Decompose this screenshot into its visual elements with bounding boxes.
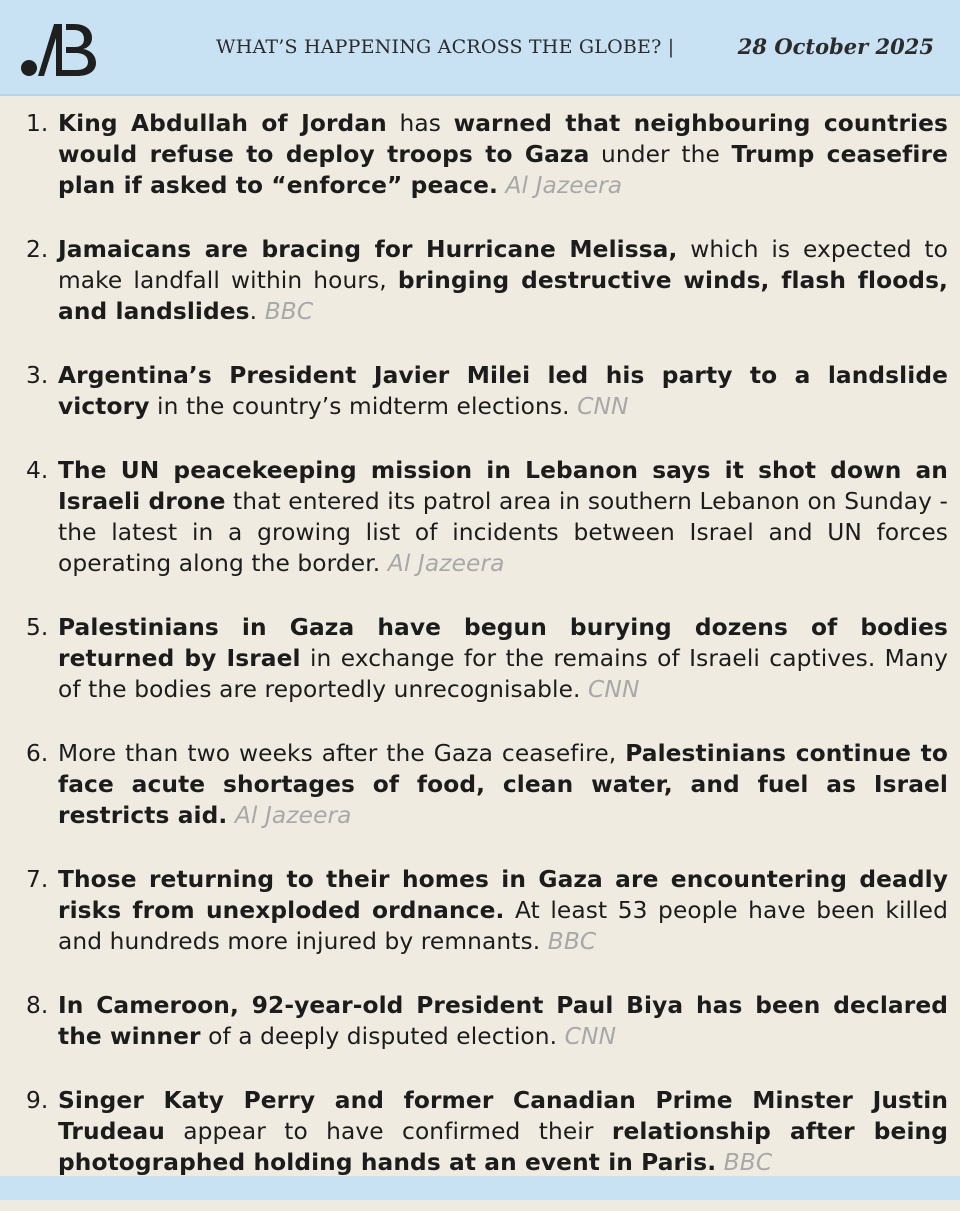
news-headline-bold: In Cameroon, 92-year-old President Paul Biya has been declared the winner — [58, 992, 948, 1050]
news-source: BBC — [723, 1149, 773, 1176]
news-item-number: 5. — [26, 614, 49, 641]
news-headline-bold: Jamaicans are bracing for Hurricane Melissa, — [58, 236, 678, 263]
news-item-number: 4. — [26, 457, 49, 484]
news-text: of a deeply disputed election. — [200, 1023, 558, 1050]
news-source: Al Jazeera — [387, 550, 505, 577]
news-headline-bold: relationship after being photographed holding hands at an event in Paris. — [58, 1118, 948, 1176]
news-headline-bold: Singer Katy Perry and former Canadian Prime Minster Justin Trudeau — [58, 1087, 948, 1145]
news-item-number: 3. — [26, 362, 49, 389]
news-headline-bold: Palestinians continue to face acute shortages of food, clean water, and fuel as Israel restricts aid. — [58, 740, 948, 829]
news-headline-bold: The UN peacekeeping mission in Lebanon says it shot down an Israeli drone — [58, 457, 948, 515]
news-source: BBC — [264, 298, 314, 325]
news-source: BBC — [547, 928, 597, 955]
news-item — [26, 738, 948, 831]
news-headline-bold: bringing destructive winds, flash floods, and landslides — [58, 267, 949, 325]
news-text: under the — [589, 141, 732, 168]
news-item — [26, 455, 948, 579]
news-text: More than two weeks after the Gaza ceasefire, — [58, 740, 626, 767]
news-text: At least 53 people have been killed and hundreds more injured by remnants. — [58, 897, 948, 955]
news-headline-bold: Trump ceasefire plan if asked to “enforce” peace. — [58, 141, 948, 199]
news-headline-bold: warned that neighbouring countries would refuse to deploy troops to Gaza — [58, 110, 948, 168]
nb-logo-icon — [20, 18, 100, 80]
header-date: 28 October 2025 — [737, 34, 934, 59]
news-headline-bold: Argentina’s President Javier Milei led his party to a landslide victory — [58, 362, 948, 420]
header-bar — [0, 0, 960, 96]
news-headline-bold: Palestinians in Gaza have begun burying dozens of bodies returned by Israel — [58, 614, 948, 672]
news-item — [26, 1085, 948, 1178]
news-item-number: 2. — [26, 236, 49, 263]
news-item-number: 6. — [26, 740, 49, 767]
news-item — [26, 990, 948, 1052]
news-list — [26, 108, 948, 1211]
news-item-number: 1. — [26, 110, 49, 137]
footer-bar — [0, 1176, 960, 1200]
news-headline-bold: King Abdullah of Jordan — [58, 110, 387, 137]
news-item — [26, 612, 948, 705]
news-item — [26, 360, 948, 422]
header-tagline: WHAT’S HAPPENING ACROSS THE GLOBE? | — [216, 36, 675, 58]
news-text: has — [386, 110, 454, 137]
news-item — [26, 234, 948, 327]
news-source: CNN — [588, 676, 640, 703]
news-source: CNN — [564, 1023, 617, 1050]
news-source: CNN — [577, 393, 629, 420]
news-headline-bold: Those returning to their homes in Gaza are encountering deadly risks from unexploded ordnance. — [58, 866, 948, 924]
news-text: appear to have confirmed their — [164, 1118, 612, 1145]
news-item-number: 9. — [26, 1087, 49, 1114]
news-item — [26, 864, 948, 957]
news-text: . — [249, 298, 258, 325]
news-source: Al Jazeera — [505, 172, 623, 199]
news-text: that entered its patrol area in southern Lebanon on Sunday - the latest in a growing list of incidents between Israel and UN forces operating along the border. — [58, 488, 949, 577]
news-item-number: 7. — [26, 866, 49, 893]
news-item-number: 8. — [26, 992, 49, 1019]
news-text: in exchange for the remains of Israeli captives. Many of the bodies are reportedly unrecognisable. — [58, 645, 948, 703]
news-text: which is expected to make landfall within hours, — [58, 236, 948, 294]
news-text: in the country’s midterm elections. — [149, 393, 570, 420]
news-item — [26, 108, 948, 201]
news-source: Al Jazeera — [234, 802, 352, 829]
